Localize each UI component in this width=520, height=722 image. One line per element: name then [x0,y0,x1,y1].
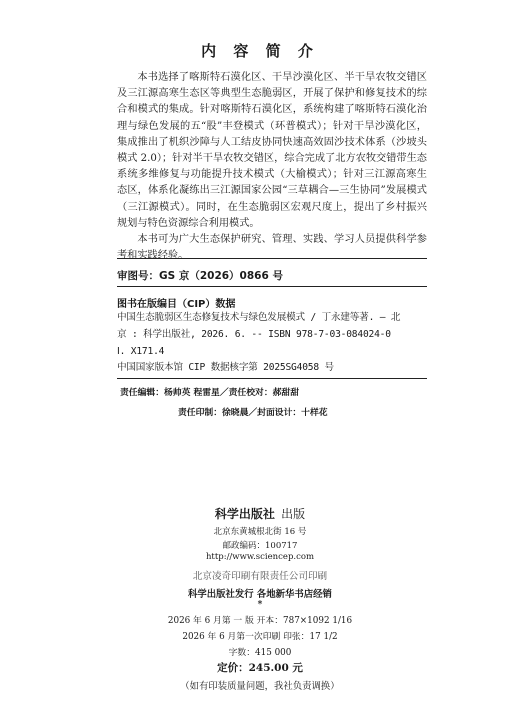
editor-credits: 责任编辑：杨帅英 程雷星／责任校对：郝甜甜 [120,388,300,398]
cip-record-number: 中国国家版本馆 CIP 数据核字第 2025SG4058 号 [117,362,334,373]
map-review-number: 审图号：GS 京（2026）0866 号 [117,270,283,282]
page-title: 内 容 简 介 [201,42,319,60]
publisher-website: http://www.sciencep.com [205,552,315,562]
edition-line: 2026 年 6 月第 一 版 开本：787×1092 1/16 [167,616,353,626]
divider-staff [117,378,427,379]
book-price: 定价：245.00 元 [217,662,303,674]
book-summary [117,70,427,264]
publisher-address: 北京东黄城根北街 16 号 [213,527,307,537]
publisher-logo-text: 科学出版社 [214,507,275,521]
publisher-postcode: 邮政编码：100717 [222,541,298,551]
printer-line: 北京凌奇印刷有限责任公司印刷 [192,571,328,582]
cip-heading: 图书在版编目（CIP）数据 [117,299,236,310]
cip-title-line: 中国生态脆弱区生态修复技术与绿色发展模式 / 丁永建等著. — 北 [117,312,401,323]
cip-publisher-line: 京 : 科学出版社, 2026. 6. -- ISBN 978-7-03-084024-0 [117,329,391,340]
quality-note: （如有印装质量问题，我社负责调换） [180,681,340,692]
separator-star: * [257,600,263,610]
publisher-logo [0,505,520,522]
distributor-line: 科学出版社发行 各地新华书店经销 [188,589,332,600]
cip-classification: Ⅰ. X171.4 [117,346,165,357]
word-count: 字数：415 000 [228,648,292,658]
divider-cip [117,286,427,287]
printing-line: 2026 年 6 月第一次印刷 印张：17 1/2 [182,632,338,642]
production-credits: 责任印制：徐晓晨／封面设计：十样花 [178,408,328,418]
divider-top [117,258,427,259]
summary-paragraph-audience: 本书可为广大生态保护研究、管理、实践、学习人员提供科学参考和实践经验。 [117,234,427,262]
publisher-logo-suffix: 出版 [281,507,306,521]
summary-paragraph: 本书选择了喀斯特石漠化区、干旱沙漠化区、半干旱农牧交错区及三江源高寒生态区等典型生态脆弱区，开展了保护和修复技术的综合和模式的集成。针对喀斯特石漠化区，系统构建了喀斯特石漠化治理与绿色发展的五“股”丰登模式（环普模式）；针对干旱沙漠化区，集成推出了机织沙障与人工结皮协同快速高效固沙技术体系（沙坡头模式 2.0）；针对半干旱农牧交错区，综合完成了北方农牧交错带生态系统多维修复与功能提升技术模式（大榆模式）；针对三江源高寒生态区，体系化凝练出三江源国家公园“三草耦合—三生协同”发展模式（三江源模式）。同时，在生态脆弱区宏观尺度上，提出了乡村振兴规划与特色资源综合利用模式。 [117,72,427,229]
